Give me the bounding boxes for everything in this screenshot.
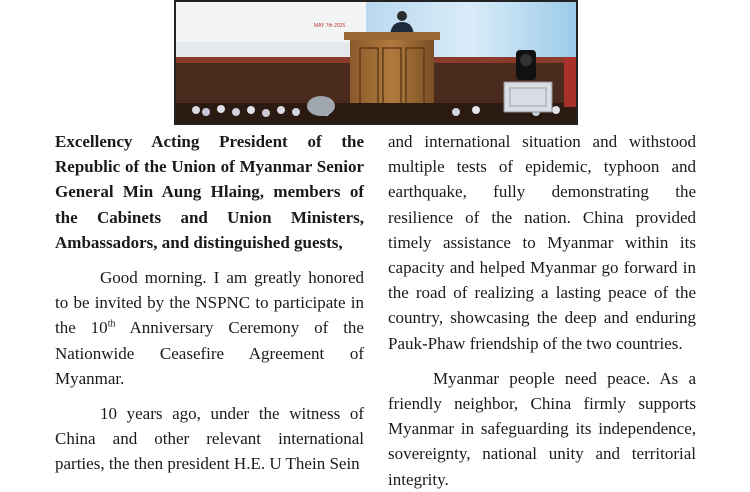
paragraph-history: 10 years ago, under the witness of China and other relevant international parties, the then president H.E. U Thein Sein [55, 404, 364, 474]
paragraph-greeting [55, 265, 364, 391]
left-column [55, 129, 364, 477]
right-column [388, 129, 696, 492]
salutation: Excellency Acting President of the Republic of the Union of Myanmar Senior General Min Aung Hlaing, members of the Cabinets and Union Ministers, Ambassadors, and distinguished guests, [55, 132, 364, 252]
speaker-head [397, 11, 407, 21]
paragraph-peace: Myanmar people need peace. As a friendly neighbor, China firmly supports Myanmar in safeguarding its independence, sovereignty, national unity and territorial integrity. [388, 368, 696, 489]
paragraph-international-situation: and international situation and withstood multiple tests of epidemic, typhoon and earthquake, fully demonstrating the resilience of the nation. China provided timely assistance to Myanmar within its capacity and helped Myanmar go forward in the road of realizing a lasting peace of the country, showcasing the deep and enduring Pauk-Phaw friendship of the two countries. [388, 132, 696, 353]
screen-date-text: MAY 7th 2025 [314, 23, 346, 29]
greeting-text: Good morning. I am greatly honored to be invited by the NSPNC to participate in the 10 [55, 268, 364, 338]
ceremony-photo [174, 0, 578, 125]
floor-monitor [307, 96, 335, 116]
ordinal-suffix: th [107, 318, 116, 330]
podium-top [344, 32, 440, 40]
ceremony-scene [176, 2, 576, 123]
equipment-case [504, 82, 552, 112]
greeting-text-continued: Anniversary Ceremony of the Nationwide Ceasefire Agreement of Myanmar. [55, 318, 364, 388]
